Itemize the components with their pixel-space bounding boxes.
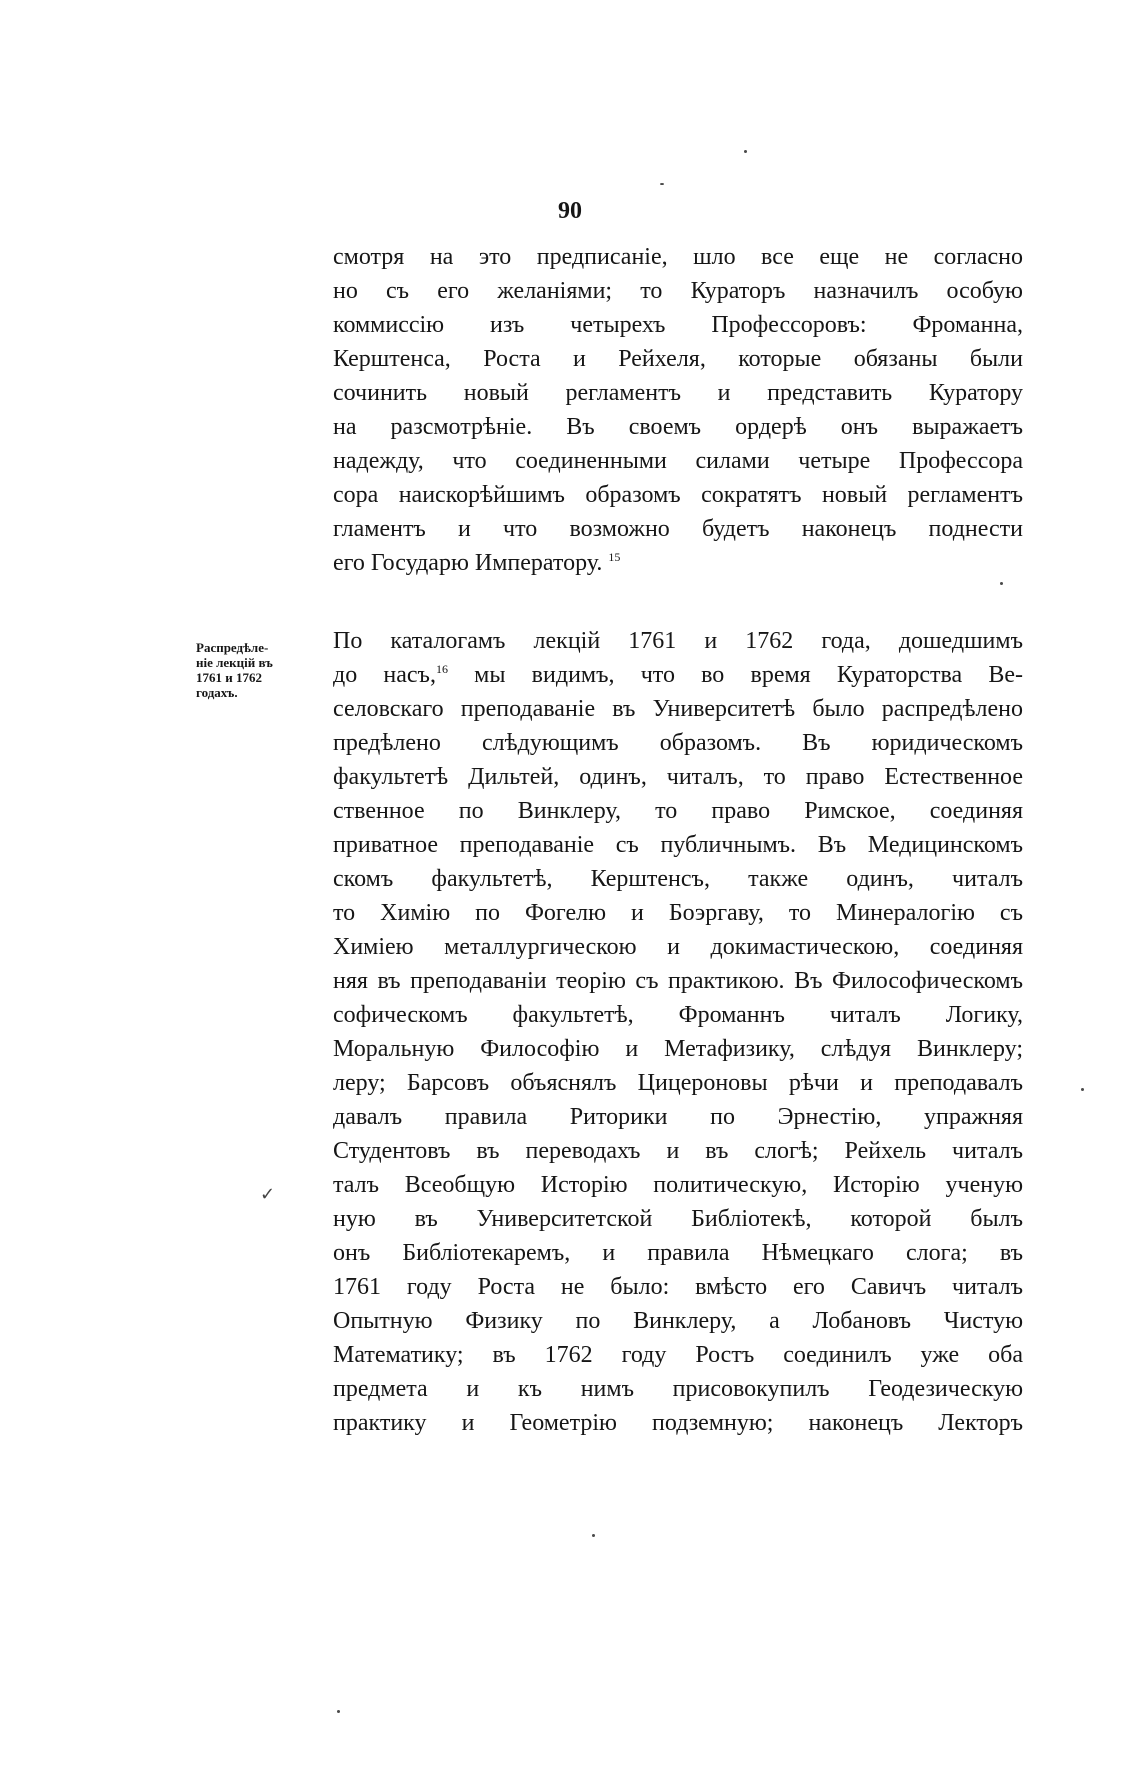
marginal-note — [196, 640, 336, 700]
text-line: сора наискорѣйшимъ образомъ сократятъ новый регламентъ — [333, 482, 1023, 508]
text-line: По каталогамъ лекцій 1761 и 1762 года, дошедшимъ — [333, 628, 1023, 654]
text-line — [333, 658, 1023, 692]
speck — [1000, 582, 1003, 585]
text-line: ственное по Винклеру, то право Римское, соединяя — [333, 798, 1023, 824]
text-line-tail: мы видимъ, что во время Кураторства Ве- — [447, 662, 1023, 688]
text-line: софическомъ факультетѣ, Фроманнъ читалъ Логику, — [333, 1002, 1023, 1028]
pencil-checkmark-icon: ✓ — [260, 1184, 276, 1205]
speck — [660, 183, 664, 185]
text-line: смотря на это предписаніе, шло все еще не согласно — [333, 244, 1023, 270]
speck — [744, 150, 747, 153]
page-number: 90 — [558, 198, 582, 224]
marginal-note-line: ніе лекцій въ — [196, 655, 273, 670]
text-line: Опытную Физику по Винклеру, а Лобановъ Чистую — [333, 1308, 1023, 1334]
text-line: Моральную Философію и Метафизику, слѣдуя Винклеру; — [333, 1036, 1023, 1062]
text-line: Керштенса, Роста и Рейхеля, которые обязаны были — [333, 346, 1023, 372]
text-line: талъ Всеобщую Исторію политическую, Исторію ученую — [333, 1172, 1023, 1198]
text-line: онъ Библіотекаремъ, и правила Нѣмецкаго слога; въ — [333, 1240, 1023, 1266]
text-line: 1761 году Роста не было: вмѣсто его Савичъ читалъ — [333, 1274, 1023, 1300]
text-line-start: до насъ, — [333, 662, 436, 688]
text-line-body: его Государю Императору. — [333, 550, 603, 576]
text-line: но съ его желаніями; то Кураторъ назначилъ особую — [333, 278, 1023, 304]
text-line: Студентовъ въ переводахъ и въ слогѣ; Рейхель читалъ — [333, 1138, 1023, 1164]
text-line: гламентъ и что возможно будетъ наконецъ поднести — [333, 516, 1023, 542]
text-line: коммиссію изъ четырехъ Профессоровъ: Фроманна, — [333, 312, 1023, 338]
marginal-note-line: годахъ. — [196, 685, 238, 700]
text-line: предѣлено слѣдующимъ образомъ. Въ юридическомъ — [333, 730, 1023, 756]
text-line: скомъ факультетѣ, Керштенсъ, также одинъ, читалъ — [333, 866, 1023, 892]
text-line: ную въ Университетской Библіотекѣ, которой былъ — [333, 1206, 1023, 1232]
text-line: давалъ правила Риторики по Эрнестію, упражняя — [333, 1104, 1023, 1130]
text-line: Химіею металлургическою и докимастическою, соединяя — [333, 934, 1023, 960]
text-line: леру; Барсовъ объяснялъ Цицероновы рѣчи и преподавалъ — [333, 1070, 1023, 1096]
text-line: Математику; въ 1762 году Ростъ соединилъ уже оба — [333, 1342, 1023, 1368]
paragraph-2 — [333, 624, 1023, 1440]
speck — [592, 1534, 595, 1537]
text-line: практику и Геометрію подземную; наконецъ Лекторъ — [333, 1410, 1023, 1436]
footnote-ref: 15 — [608, 550, 621, 564]
speck — [337, 1710, 340, 1713]
footnote-ref: 16 — [435, 662, 448, 676]
text-line: факультетѣ Дильтей, одинъ, читалъ, то право Естественное — [333, 764, 1023, 790]
marginal-note-line: 1761 и 1762 — [196, 670, 262, 685]
text-line: селовскаго преподаваніе въ Университетѣ было распредѣлено — [333, 696, 1023, 722]
text-line: предмета и къ нимъ присовокупилъ Геодезическую — [333, 1376, 1023, 1402]
text-line: приватное преподаваніе съ публичнымъ. Въ Медицинскомъ — [333, 832, 1023, 858]
speck — [1081, 1088, 1084, 1091]
text-line: няя въ преподаваніи теорію съ практикою. Въ Философическомъ — [333, 968, 1023, 994]
paragraph-1 — [333, 240, 1023, 580]
text-line: сочинить новый регламентъ и представить Куратору — [333, 380, 1023, 406]
marginal-note-line: Распредѣле- — [196, 640, 269, 655]
text-line: то Химію по Фогелю и Боэргаву, то Минералогію съ — [333, 900, 1023, 926]
text-line — [333, 546, 1023, 580]
text-line: надежду, что соединенными силами четыре Профессора — [333, 448, 1023, 474]
text-line: на разсмотрѣніе. Въ своемъ ордерѣ онъ выражаетъ — [333, 414, 1023, 440]
